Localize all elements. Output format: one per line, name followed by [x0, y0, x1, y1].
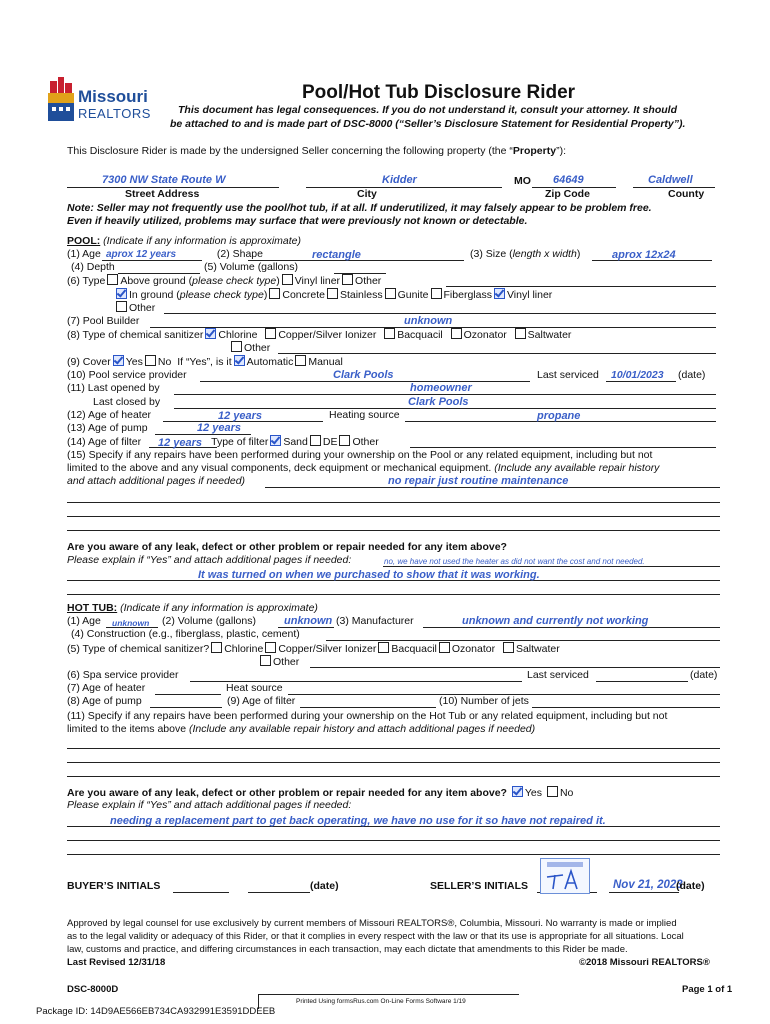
pool-filter-age-value[interactable]: 12 years: [158, 437, 203, 449]
pool-builder-label: (7) Pool Builder: [67, 315, 140, 327]
vinyl-liner-inground-checkbox[interactable]: [494, 288, 505, 299]
cover-yes-checkbox[interactable]: [113, 355, 124, 366]
pool-last-serviced-label: Last serviced: [537, 369, 599, 381]
pool-filter-row: (14) Age of filter Type of filter Sand DE Other: [67, 436, 379, 448]
package-id: Package ID: 14D9AE566EB734CA932991E3591DDEEB: [36, 1006, 276, 1017]
pool-type-row-1: (6) Type Above ground (please check type) Vinyl liner Other: [67, 275, 382, 287]
hottub-other-checkbox[interactable]: [260, 655, 271, 666]
hottub-aware-yes-checkbox[interactable]: [512, 786, 523, 797]
other-filter-checkbox[interactable]: [339, 435, 350, 446]
intro-warning: This document has legal consequences. If you do not understand it, consult your attorney. It should: [178, 104, 677, 116]
zip-label: Zip Code: [545, 188, 590, 200]
note-2: Even if heavily utilized, problems may surface that were previously not known or detectable.: [67, 215, 528, 227]
pool-heating-source-label: Heating source: [329, 409, 400, 421]
hottub-heater-label: (7) Age of heater: [67, 682, 146, 694]
hottub-jets-label: (10) Number of jets: [439, 695, 529, 707]
de-checkbox[interactable]: [310, 435, 321, 446]
above-ground-checkbox[interactable]: [107, 274, 118, 285]
saltwater-checkbox[interactable]: [515, 328, 526, 339]
hottub-age-value[interactable]: unknown: [112, 618, 150, 628]
county-label: County: [668, 188, 705, 200]
city-label: City: [357, 188, 377, 200]
pool-repairs-value[interactable]: no repair just routine maintenance: [388, 475, 569, 487]
pool-pump-age-label: (13) Age of pump: [67, 422, 148, 434]
hottub-sanitizer-other: Other: [258, 655, 299, 669]
city-value[interactable]: Kidder: [382, 174, 417, 186]
hottub-provider-label: (6) Spa service provider: [67, 669, 179, 681]
printed-note: Printed Using formsRus.com On-Line Forms Software 1/19: [296, 998, 466, 1005]
pool-explain-label: Please explain if “Yes” and attach additional pages if needed:: [67, 554, 352, 566]
stainless-checkbox[interactable]: [327, 288, 338, 299]
pool-line-1: (1) Age (2) Shape: [67, 248, 263, 260]
pool-age-value[interactable]: aprox 12 years: [106, 249, 177, 260]
hottub-bacquacil-checkbox[interactable]: [378, 642, 389, 653]
logo-line2: REALTORS: [78, 106, 151, 121]
hottub-last-serviced-label: Last serviced: [527, 669, 589, 681]
pool-provider-label: (10) Pool service provider: [67, 369, 187, 381]
note-1: Note: Seller may not frequently use the pool/hot tub, if at all. If underutilized, it may falsely appear to be problem free.: [67, 202, 652, 214]
seller-date-value[interactable]: Nov 21, 2023: [613, 879, 683, 891]
hottub-repairs-1: (11) Specify if any repairs have been performed during your ownership on the Hot Tub or any related equipment, including but not: [67, 710, 668, 722]
hottub-age-label: (1) Age: [67, 615, 101, 627]
hottub-copper-checkbox[interactable]: [265, 642, 276, 653]
hottub-aware-no-checkbox[interactable]: [547, 786, 558, 797]
logo-line1: Missouri: [78, 87, 148, 106]
hottub-mfr-label: (3) Manufacturer: [336, 615, 414, 627]
pool-size-label: (3) Size (length x width): [470, 248, 581, 260]
hottub-explain-value[interactable]: needing a replacement part to get back operating, we have no use for it so have not repaired it.: [110, 815, 606, 827]
concrete-checkbox[interactable]: [269, 288, 280, 299]
hottub-construction-label: (4) Construction (e.g., fiberglass, plastic, cement): [71, 628, 300, 640]
automatic-checkbox[interactable]: [234, 355, 245, 366]
chlorine-checkbox[interactable]: [205, 328, 216, 339]
other-type-checkbox[interactable]: [342, 274, 353, 285]
hottub-heading: HOT TUB: (Indicate if any information is approximate): [67, 602, 318, 614]
approved-text-3: law, customs and practice, and differing circumstances in each transaction, may each dictate that amendments to this Rider be made.: [67, 944, 628, 955]
seller-initials-signature[interactable]: [540, 858, 590, 894]
other-inground-checkbox[interactable]: [116, 301, 127, 312]
hottub-heat-source-label: Heat source: [226, 682, 283, 694]
initials-signature-icon: [541, 859, 589, 893]
pool-repairs-2: limited to the above and any visual components, deck equipment or mechanical equipment. (Include any available repair history: [67, 462, 660, 474]
hottub-explain-label: Please explain if “Yes” and attach additional pages if needed:: [67, 799, 352, 811]
pool-sanitizer-other: Other: [229, 341, 270, 355]
pool-opened-label: (11) Last opened by: [67, 382, 160, 394]
hottub-volume-label: (2) Volume (gallons): [162, 615, 256, 627]
pool-volume-label: (5) Volume (gallons): [204, 261, 298, 273]
pool-aware-question: Are you aware of any leak, defect or other problem or repair needed for any item above?: [67, 541, 507, 553]
pool-serviced-date-label: (date): [678, 369, 706, 381]
other-sanitizer-checkbox[interactable]: [231, 341, 242, 352]
pool-size-value[interactable]: aprox 12x24: [612, 249, 676, 261]
state-label: MO: [514, 175, 531, 187]
copyright: ©2018 Missouri REALTORS®: [579, 957, 710, 968]
last-revised: Last Revised 12/31/18: [67, 957, 166, 968]
pool-explain-value[interactable]: It was turned on when we purchased to show that it was working.: [198, 569, 540, 581]
intro-text: This Disclosure Rider is made by the undersigned Seller concerning the following property (the “Property”):: [67, 145, 566, 157]
hottub-date-label: (date): [690, 669, 718, 681]
hottub-filter-label: (9) Age of filter: [227, 695, 296, 707]
gunite-checkbox[interactable]: [385, 288, 396, 299]
pool-repairs-1: (15) Specify if any repairs have been performed during your ownership on the Pool or any related equipment, including but not: [67, 449, 653, 461]
sand-checkbox[interactable]: [270, 435, 281, 446]
pool-type-row-2: In ground (please check type) Concrete Stainless Gunite Fiberglass Vinyl liner: [114, 288, 552, 302]
hottub-ozonator-checkbox[interactable]: [439, 642, 450, 653]
pool-closed-label: Last closed by: [93, 396, 161, 408]
hottub-sanitizer-row: (5) Type of chemical sanitizer? Chlorine Copper/Silver Ionizer Bacquacil Ozonator Saltwater: [67, 643, 560, 655]
intro-warning-2: be attached to and is made part of DSC-8000 (“Seller’s Disclosure Statement for Residential Property”).: [170, 118, 686, 130]
buyer-date-label: (date): [310, 880, 339, 892]
cover-no-checkbox[interactable]: [145, 355, 156, 366]
pool-cover-row: (9) Cover Yes No If “Yes”, is it Automatic Manual: [67, 356, 343, 368]
form-id: DSC-8000D: [67, 984, 119, 995]
manual-checkbox[interactable]: [295, 355, 306, 366]
ozonator-checkbox[interactable]: [451, 328, 462, 339]
pool-depth-label: (4) Depth: [71, 261, 115, 273]
pool-heater-age-label: (12) Age of heater: [67, 409, 152, 421]
hottub-chlorine-checkbox[interactable]: [211, 642, 222, 653]
hottub-volume-value[interactable]: unknown: [284, 615, 333, 627]
pool-explain-small-value[interactable]: no, we have not used the heater as did not want the cost and not needed.: [384, 557, 645, 566]
hottub-repairs-2: limited to the items above (Include any available repair history and attach additional pages if needed): [67, 723, 536, 735]
pool-heading: POOL: (Indicate if any information is approximate): [67, 235, 302, 247]
bacquacil-checkbox[interactable]: [384, 328, 395, 339]
copper-ionizer-checkbox[interactable]: [265, 328, 276, 339]
pool-heater-age-value[interactable]: 12 years: [218, 410, 263, 422]
pool-provider-value[interactable]: Clark Pools: [333, 369, 394, 381]
street-address-value[interactable]: 7300 NW State Route W: [102, 174, 226, 186]
street-address-label: Street Address: [125, 188, 200, 200]
logo-building-icon: [46, 75, 76, 125]
county-value[interactable]: Caldwell: [648, 174, 693, 186]
pool-pump-age-value[interactable]: 12 years: [197, 422, 242, 434]
pool-closed-value[interactable]: Clark Pools: [408, 396, 469, 408]
hottub-aware-row: Are you aware of any leak, defect or other problem or repair needed for any item above? Yes No: [67, 787, 574, 799]
approved-text-1: Approved by legal counsel for use exclusively by current members of Missouri REALTORS®, Columbia, Missouri. No warranty is made or implied: [67, 918, 677, 929]
approved-text-2: as to the legal validity or adequacy of this Rider, or that it complies in every respect with the law or that its use is appropriate for all situations. Local: [67, 931, 684, 942]
pool-shape-value[interactable]: rectangle: [312, 249, 361, 261]
seller-initials-label: SELLER’S INITIALS: [430, 880, 529, 892]
pool-type-row-3: Other: [114, 301, 155, 315]
missouri-realtors-logo: [46, 73, 161, 127]
seller-date-label: (date): [676, 880, 705, 892]
zip-value[interactable]: 64649: [553, 174, 584, 186]
page-title: Pool/Hot Tub Disclosure Rider: [302, 82, 576, 103]
page-number: Page 1 of 1: [682, 984, 733, 995]
pool-serviced-date-value[interactable]: 10/01/2023: [611, 369, 664, 381]
pool-heating-source-value[interactable]: propane: [537, 410, 581, 422]
buyer-initials-label: BUYER’S INITIALS: [67, 880, 161, 892]
pool-opened-value[interactable]: homeowner: [410, 382, 472, 394]
pool-builder-value[interactable]: unknown: [404, 315, 453, 327]
hottub-pump-label: (8) Age of pump: [67, 695, 142, 707]
pool-sanitizer-row: (8) Type of chemical sanitizer Chlorine Copper/Silver Ionizer Bacquacil Ozonator Saltwater: [67, 329, 572, 341]
in-ground-checkbox[interactable]: [116, 288, 127, 299]
hottub-saltwater-checkbox[interactable]: [503, 642, 514, 653]
fiberglass-checkbox[interactable]: [431, 288, 442, 299]
pool-repairs-3: and attach additional pages if needed): [67, 475, 246, 487]
hottub-mfr-value[interactable]: unknown and currently not working: [462, 615, 649, 627]
vinyl-liner-checkbox[interactable]: [282, 274, 293, 285]
